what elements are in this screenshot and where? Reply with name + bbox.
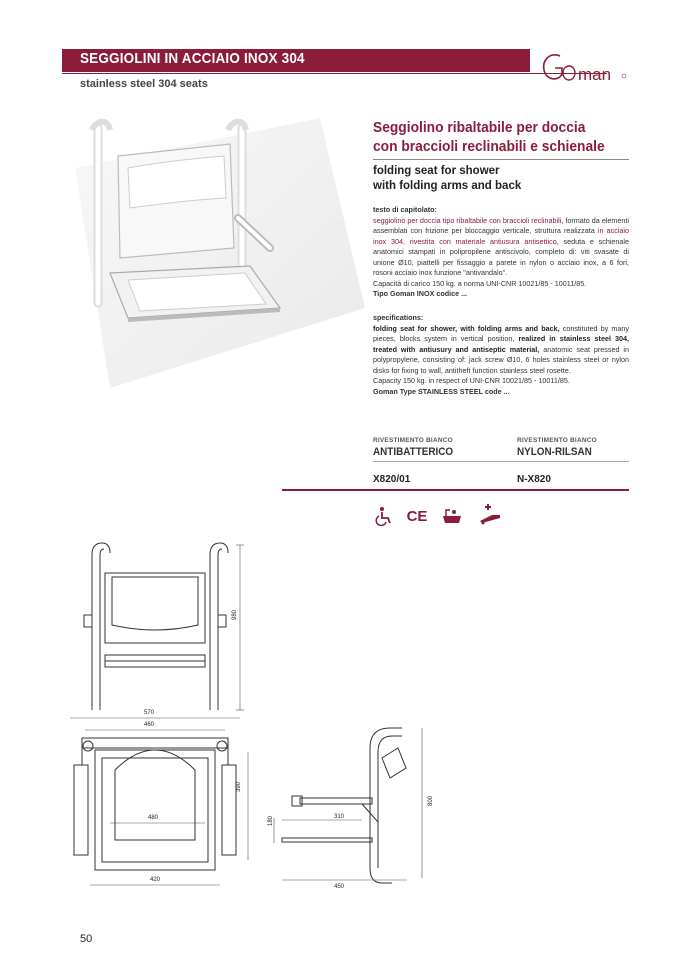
dim-side-width: 310 <box>334 814 345 820</box>
dim-bottom-width: 420 <box>150 877 161 883</box>
header-rule <box>62 73 607 74</box>
bath-icon <box>440 505 464 527</box>
product-photo <box>70 108 370 388</box>
product-subtitle-line1: folding seat for shower <box>373 165 500 177</box>
variant-1-code: X820/01 <box>373 474 411 485</box>
variant-1-label: RIVESTIMENTO BIANCO <box>373 437 453 444</box>
specs-en-bold-lead: folding seat for shower, with folding arms and back, <box>373 323 560 333</box>
code-rule <box>282 489 629 491</box>
wheelchair-icon <box>372 505 396 527</box>
specs-english <box>373 313 629 397</box>
specs-it-red-lead: seggiolino per doccia tipo ribaltabile con braccioli reclinabili, <box>373 215 564 225</box>
variant-1-name: ANTIBATTERICO <box>373 446 454 458</box>
product-title <box>373 118 612 156</box>
dim-seat-inner: 480 <box>148 815 159 821</box>
variant-2-name: NYLON-RILSAN <box>517 446 592 458</box>
specs-it-body <box>373 216 629 279</box>
dim-front-height: 980 <box>232 609 238 620</box>
plan-view-drawing <box>60 710 260 895</box>
section-subtitle: stainless steel 304 seats <box>80 78 208 90</box>
specs-en-bold-mid: realized in stainless steel 304, treated with antiusury and antiseptic material, <box>373 334 629 354</box>
specs-en-text1: constituted by many pieces, blocks system in vertical position, <box>373 323 629 343</box>
side-view-drawing <box>262 718 442 888</box>
title-divider <box>373 159 629 160</box>
specs-it-text1: formato da elementi assemblati con frizione per bloccaggio verticale, struttura realizzata <box>373 215 629 235</box>
page-number: 50 <box>80 933 93 945</box>
goman-logo <box>538 46 630 86</box>
svg-text:man: man <box>578 65 612 84</box>
dim-seat-depth: 390 <box>236 781 242 792</box>
dim-side-height: 800 <box>428 795 434 806</box>
specs-it-capacity: Capacità di carico 150 kg. a norma UNI-CNR 10021/85 - 10011/85. <box>373 278 587 288</box>
product-title-line1: Seggiolino ribaltabile per doccia <box>373 119 586 136</box>
dim-side-depth: 450 <box>334 884 345 890</box>
product-subtitle <box>373 164 629 194</box>
medical-bed-icon <box>478 503 502 525</box>
specs-en-text2: anatomic seat pressed in polypropylene, consisting of: jack screw Ø10, 6 holes stainless steel or nylon disks for fixing to wall, antitheft function stainless steel rosette. <box>373 344 629 375</box>
dim-top-width-inner: 460 <box>144 722 155 728</box>
specs-italian <box>373 205 629 300</box>
variant-divider <box>373 461 629 462</box>
specs-en-heading: specifications: <box>373 313 424 322</box>
section-title: SEGGIOLINI IN ACCIAIO INOX 304 <box>80 50 305 67</box>
variant-2-label: RIVESTIMENTO BIANCO <box>517 437 597 444</box>
specs-it-text2: seduta e schienale anatomici stampati in polipropilene antiscivolo, completo di: viti svasate di unione Ø10, piattelli per fissaggio a parete in nylon o acciaio inox, a 6 fori, rosoni acciaio inox funzione "antivandalo". <box>373 236 629 277</box>
front-elevation-drawing <box>60 535 260 715</box>
specs-en-body <box>373 324 629 377</box>
specs-en-code: Goman Type STAINLESS STEEL code ... <box>373 386 510 396</box>
product-subtitle-line2: with folding arms and back <box>373 180 522 192</box>
specs-it-code: Tipo Goman INOX codice ... <box>373 289 468 298</box>
dim-top-width-outer: 570 <box>144 710 155 716</box>
variant-2-code: N-X820 <box>517 474 551 485</box>
product-title-line2: con braccioli reclinabili e schienale <box>373 138 605 155</box>
specs-en-capacity: Capacity 150 kg. in respect of UNI-CNR 10021/85 - 10011/85. <box>373 376 570 385</box>
specs-it-heading: testo di capitolato: <box>373 205 437 214</box>
ce-mark-icon: CE <box>406 507 428 525</box>
dim-side-seat-height: 180 <box>268 815 274 826</box>
specs-it-red-mid: in acciaio inox 304, rivestita con materiale antiusura antisettico, <box>373 226 629 246</box>
